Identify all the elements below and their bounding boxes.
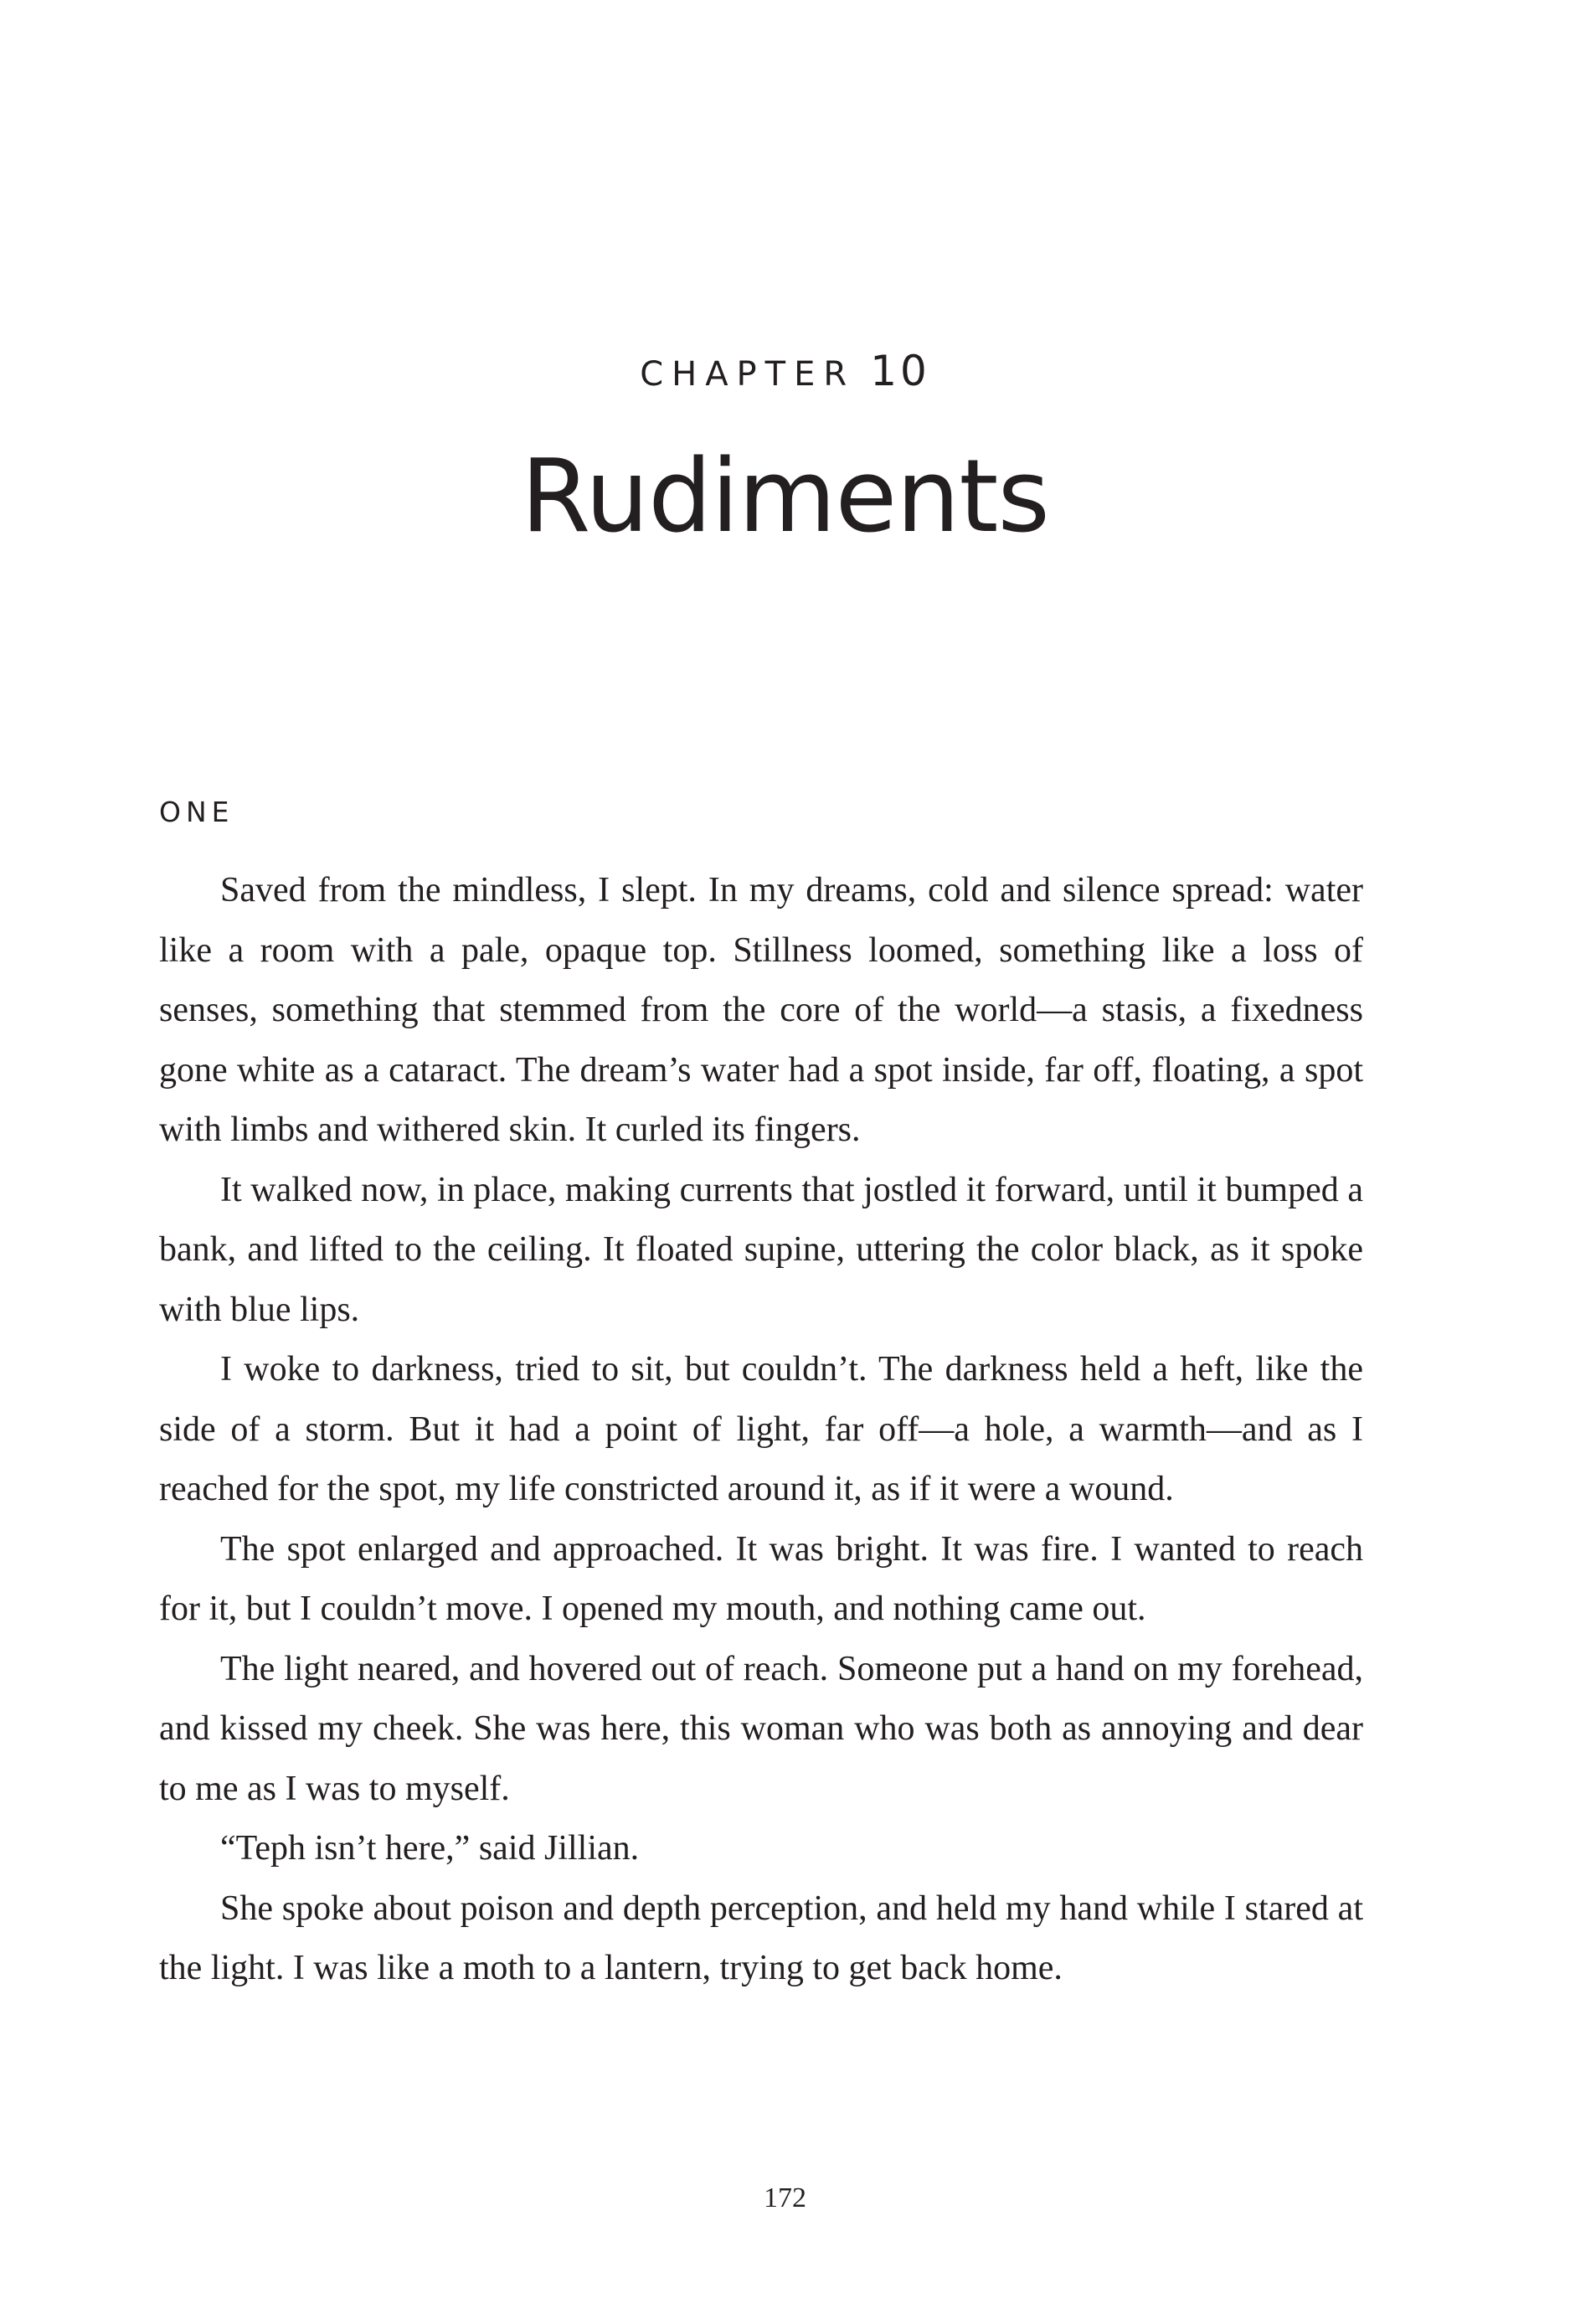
paragraph: The spot enlarged and approached. It was bright. It was fire. I wanted to reach for it, but I couldn’t move. I opened my mouth, and nothing came out. <box>159 1529 1363 1628</box>
paragraph: I woke to darkness, tried to sit, but couldn’t. The darkness held a heft, like the side of a storm. But it had a point of light, far off—a hole, a warmth—and as I reached for the spot, my life constricted around it, as if it were a wound. <box>159 1350 1363 1508</box>
chapter-title: Rudiments <box>521 439 1049 555</box>
page-number: 172 <box>764 2182 806 2213</box>
section-heading: ONE <box>159 796 234 828</box>
paragraph: “Teph isn’t here,” said Jillian. <box>220 1829 640 1868</box>
paragraph: The light neared, and hovered out of reach. Someone put a hand on my forehead, and kissed my cheek. She was here, this woman who was both as annoying and dear to me as I was to myself. <box>159 1649 1363 1808</box>
chapter-label <box>0 347 1570 395</box>
paragraph: She spoke about poison and depth perception, and held my hand while I stared at the light. I was like a moth to a lantern, trying to get back home. <box>159 1889 1363 1987</box>
chapter-number: 10 <box>870 347 930 395</box>
body-text <box>159 861 1363 1999</box>
paragraph: Saved from the mindless, I slept. In my dreams, cold and silence spread: water like a room with a pale, opaque top. Stillness loomed, something like a loss of senses, something that stemmed from the core of the world—a stasis, a fixedness gone white as a cataract. The dream’s water had a spot inside, far off, floating, a spot with limbs and withered skin. It curled its fingers. <box>159 871 1363 1149</box>
paragraph: It walked now, in place, making currents that jostled it forward, until it bumped a bank, and lifted to the ceiling. It floated supine, uttering the color black, as it spoke with blue lips. <box>159 1170 1363 1329</box>
chapter-word: CHAPTER <box>640 355 856 394</box>
